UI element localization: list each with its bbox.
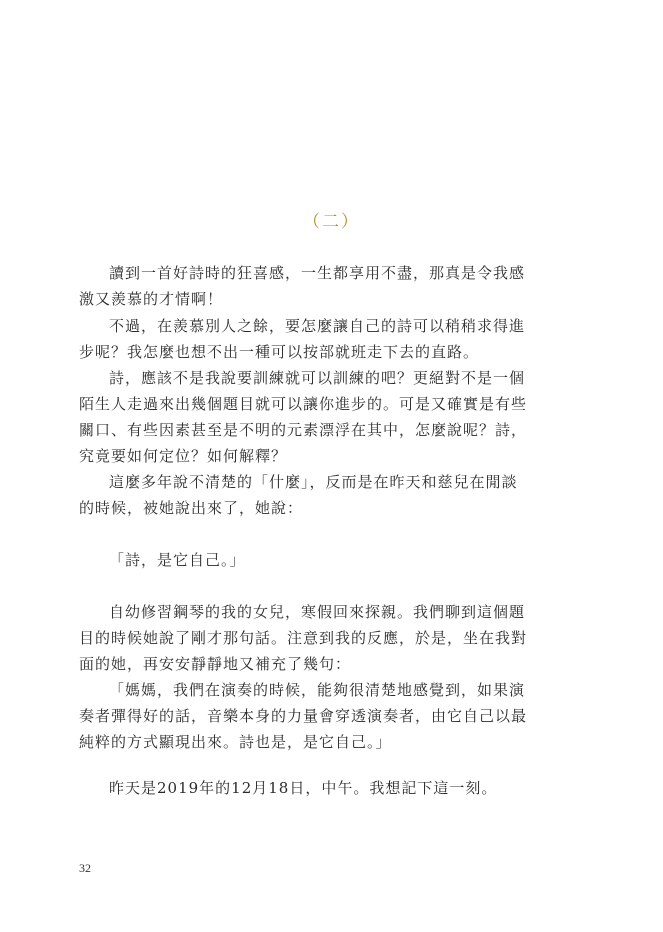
- text-line: 讀到一首好詩時的狂喜感，一生都享用不盡，那真是令我感: [109, 264, 526, 282]
- text-line: 自幼修習鋼琴的我的女兒，寒假回來探親。我們聊到這個題: [109, 603, 526, 621]
- paragraph-3: [79, 365, 557, 469]
- paragraph-4: [79, 469, 557, 521]
- text-line: 關口、有些因素甚至是不明的元素漂浮在其中，怎麼說呢？詩，: [79, 421, 528, 439]
- quote-block: [79, 547, 557, 573]
- paragraph-6: [79, 677, 557, 755]
- text-line: 這麼多年說不清楚的「什麼」，反而是在昨天和慈兒在閒談: [109, 473, 518, 491]
- text-line: 激又羨慕的才情啊！: [79, 290, 224, 308]
- text-line: 不過，在羨慕別人之餘，要怎麼讓自己的詩可以稍稍求得進: [109, 317, 526, 335]
- paragraph-2: [79, 313, 557, 365]
- text-line: 詩，應該不是我說要訓練就可以訓練的吧？更絕對不是一個: [109, 369, 526, 387]
- text-line: 純粹的方式顯現出來。詩也是，是它自己。」: [79, 733, 392, 751]
- text-line: 目的時候她說了剛才那句話。注意到我的反應，於是，坐在我對: [79, 629, 528, 647]
- text-line: 的時候，被她說出來了，她說：: [79, 499, 304, 517]
- paragraph-7: [79, 775, 557, 801]
- paragraph-5: [79, 599, 557, 677]
- text-line: 面的她，再安安靜靜地又補充了幾句：: [79, 655, 352, 673]
- text-line: 「媽媽，我們在演奏的時候，能夠很清楚地感覺到，如果演: [109, 681, 526, 699]
- text-line: 步呢？我怎麼也想不出一種可以按部就班走下去的直路。: [79, 343, 480, 361]
- quote-line: 「詩，是它自己。」: [109, 551, 246, 569]
- text-line: 昨天是2019年的12月18日，中午。我想記下這一刻。: [109, 779, 498, 797]
- text-line: 陌生人走過來出幾個題目就可以讓你進步的。可是又確實是有些: [79, 395, 528, 413]
- section-heading: （二）: [303, 212, 360, 232]
- paragraph-1: [79, 260, 557, 312]
- page-number: 32: [79, 861, 91, 875]
- text-line: 奏者彈得好的話，音樂本身的力量會穿透演奏者，由它自己以最: [79, 707, 528, 725]
- text-line: 究竟要如何定位？如何解釋？: [79, 447, 288, 465]
